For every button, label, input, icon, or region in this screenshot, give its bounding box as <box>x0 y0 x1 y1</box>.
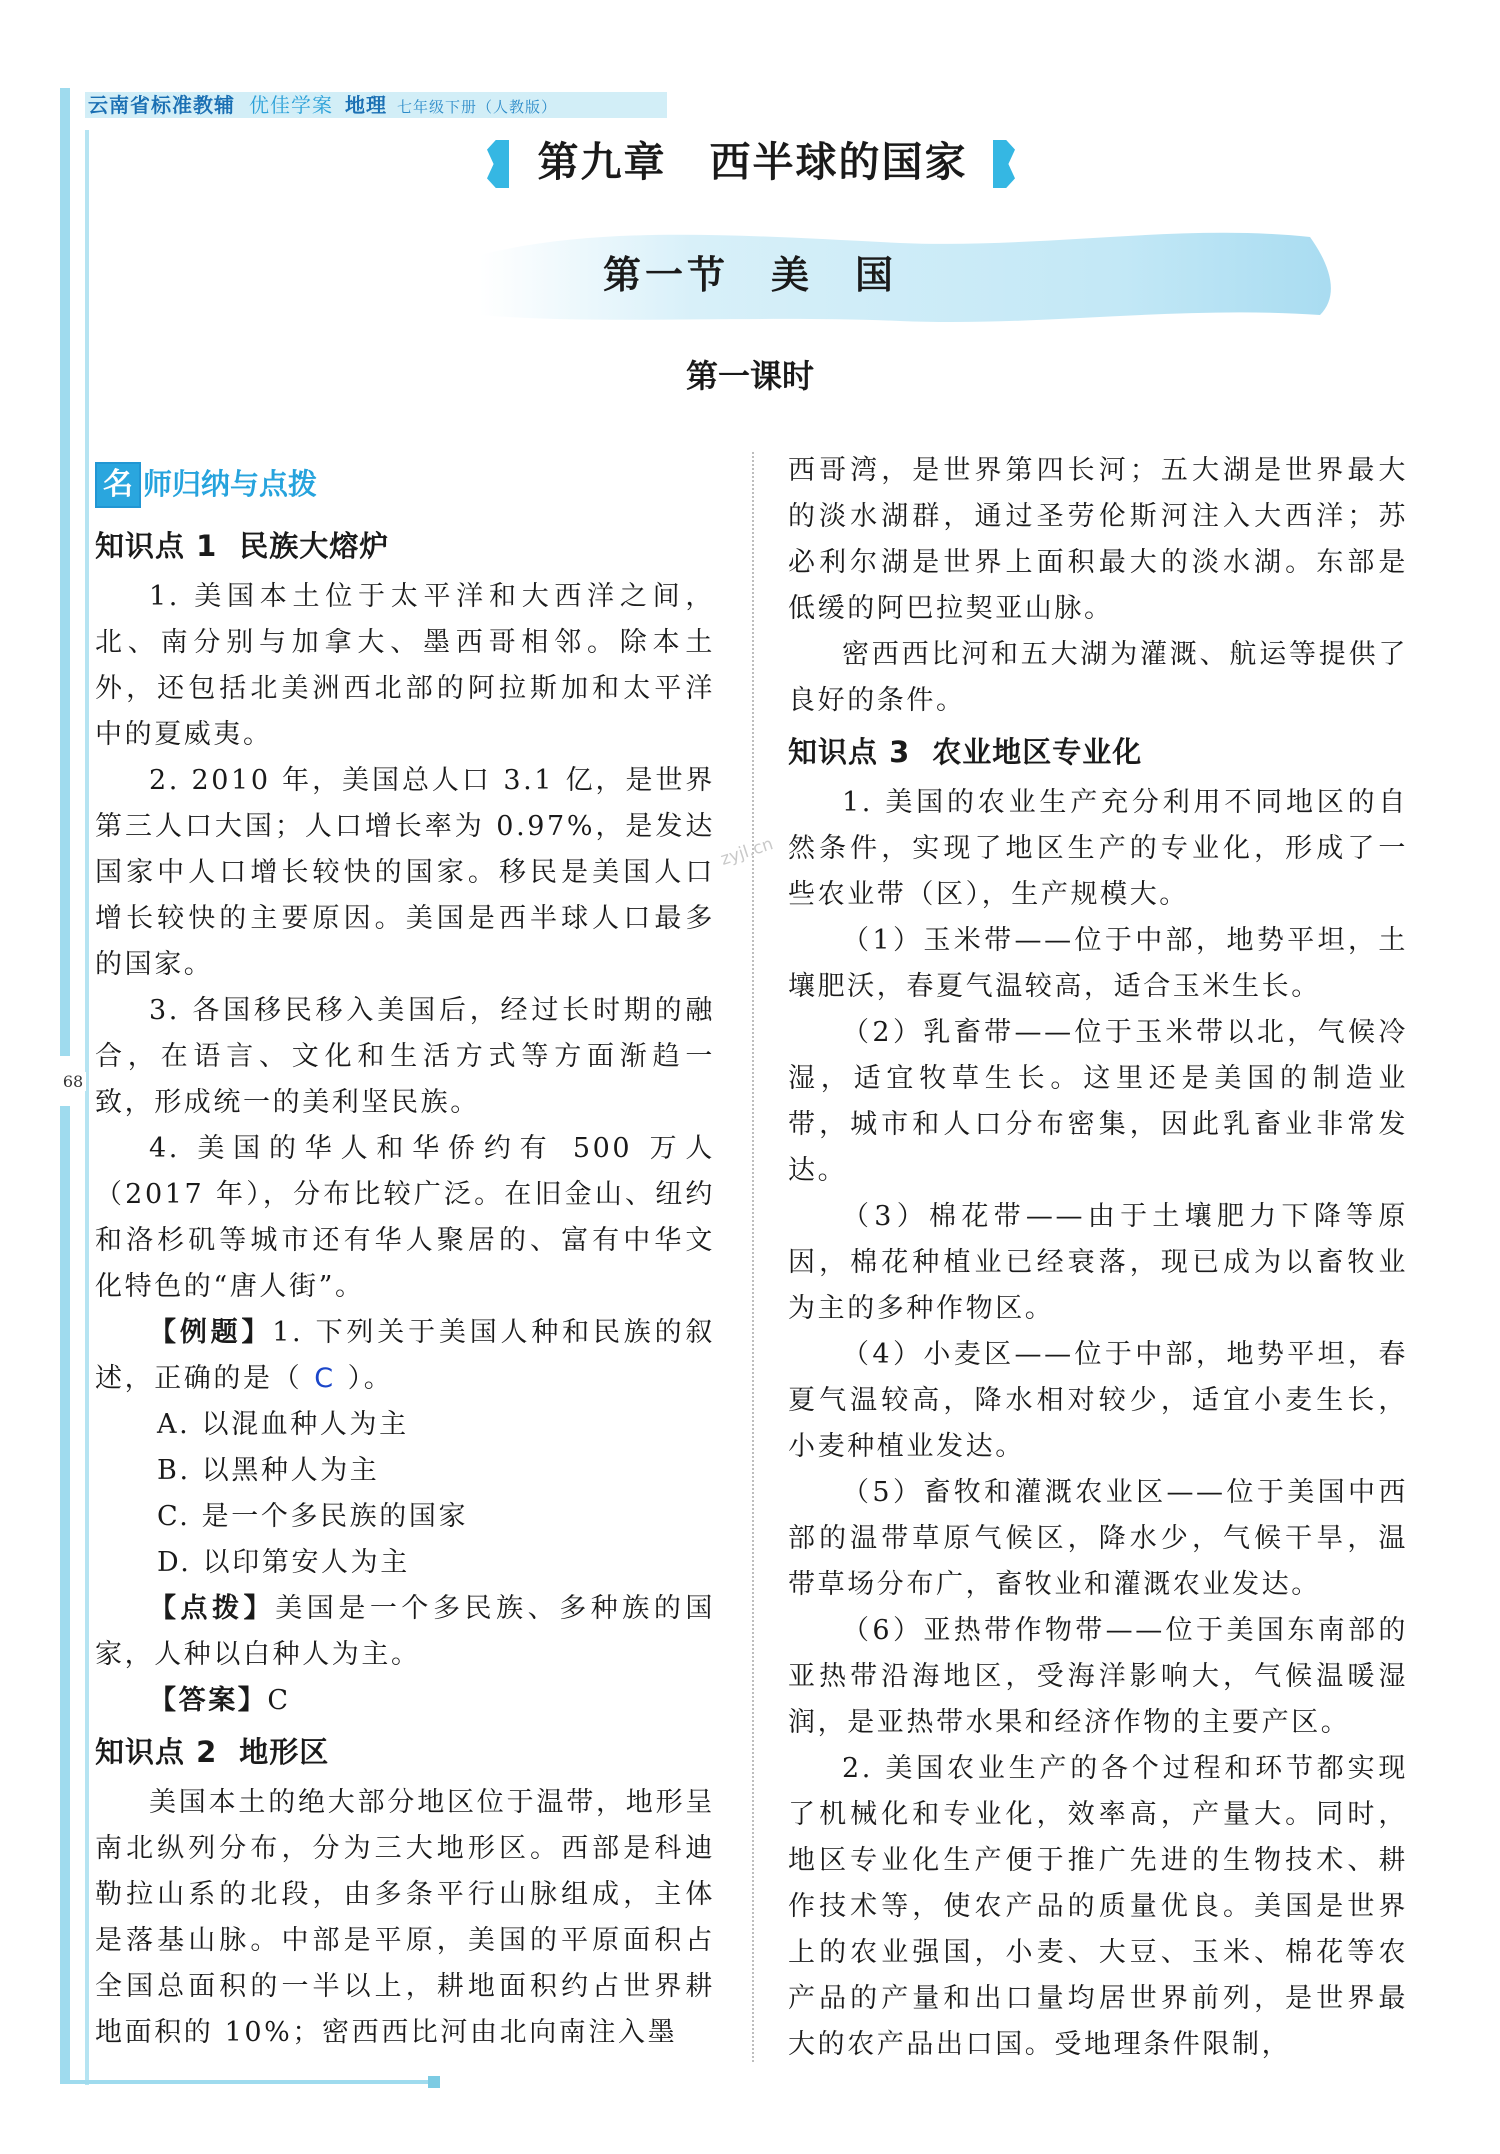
paragraph: 2. 美国农业生产的各个过程和环节都实现了机械化和专业化，效率高，产量大。同时，地区专业化生产便于推广先进的生物技术、耕作技术等，使农产品的质量优良。美国是世界上的农业强国，小麦、大豆、玉米、棉花等农产品的产量和出口量均居世界前列，是世界最大的农产品出口国。受地理条件限制， <box>788 1753 1408 2060</box>
paragraph: 美国本土的绝大部分地区位于温带，地形呈南北纵列分布，分为三大地形区。西部是科迪勒拉山系的北段，由多条平行山脉组成，主体是落基山脉。中部是平原，美国的平原面积占全国总面积的一半以上，耕地面积约占世界耕地面积的 10%；密西西比河由北向南注入墨 <box>95 1787 715 2048</box>
agri-belt-item: （6）亚热带作物带——位于美国东南部的亚热带沿海地区，受海洋影响大，气候温暖湿润，是亚热带水果和经济作物的主要产区。 <box>788 1615 1408 1738</box>
knowledge-point-heading <box>788 728 1408 776</box>
kp-title: 地形区 <box>239 1735 330 1769</box>
header-subject: 地理 <box>345 93 387 117</box>
paragraph: 密西西比河和五大湖为灌溉、航运等提供了良好的条件。 <box>788 639 1408 716</box>
option: D. 以印第安人为主 <box>157 1547 410 1578</box>
bottom-corner-square <box>428 2076 440 2088</box>
left-column <box>95 518 715 2056</box>
header-grade: 七年级下册（人教版） <box>397 98 558 116</box>
kp-title: 民族大熔炉 <box>239 529 390 563</box>
column-divider <box>752 452 754 2062</box>
paragraph: 3. 各国移民移入美国后，经过长时期的融合，在语言、文化和生活方式等方面渐趋一致，形成统一的美利坚民族。 <box>95 995 715 1118</box>
agri-belt-item: （5）畜牧和灌溉农业区——位于美国中西部的温带草原气候区，降水少，气候干旱，温带草场分布广，畜牧业和灌溉农业发达。 <box>788 1477 1408 1600</box>
option: C. 是一个多民族的国家 <box>157 1501 469 1532</box>
example-tag: 【例题】 <box>149 1317 273 1348</box>
teacher-summary-label: 师归纳与点拨 <box>143 467 318 501</box>
knowledge-point-heading <box>95 1728 715 1776</box>
agri-belt-item: （2）乳畜带——位于玉米带以北，气候冷湿，适宜牧草生长。这里还是美国的制造业带，城市和人口分布密集，因此乳畜业非常发达。 <box>788 1017 1408 1186</box>
kp-label: 知识点 2 <box>95 1735 218 1769</box>
answer-tag: 【答案】 <box>149 1685 268 1716</box>
agri-belt-item: （1）玉米带——位于中部，地势平坦，土壤肥沃，春夏气温较高，适合玉米生长。 <box>788 925 1408 1002</box>
kp-title: 农业地区专业化 <box>932 735 1143 769</box>
agri-belt-item: （3）棉花带——由于土壤肥力下降等原因，棉花种植业已经衰落，现已成为以畜牧业为主的多种作物区。 <box>788 1201 1408 1324</box>
paragraph: 4. 美国的华人和华侨约有 500 万人（2017 年），分布比较广泛。在旧金山、纽约和洛杉矶等城市还有华人聚居的、富有中华文化特色的“唐人街”。 <box>95 1133 715 1302</box>
example-question <box>95 1310 715 1402</box>
handwritten-answer: C <box>314 1363 336 1394</box>
answer-line <box>95 1678 715 1724</box>
kp-label: 知识点 3 <box>788 735 911 769</box>
agri-belt-item: （4）小麦区——位于中部，地势平坦，春夏气温较高，降水相对较少，适宜小麦生长，小麦种植业发达。 <box>788 1339 1408 1462</box>
option: B. 以黑种人为主 <box>157 1455 380 1486</box>
watermark: zyjl.cn <box>718 834 776 870</box>
option: A. 以混血种人为主 <box>157 1409 409 1440</box>
example-stem-end: ）。 <box>347 1363 394 1394</box>
page-number: 68 <box>60 1072 86 1091</box>
answer-value: C <box>267 1685 291 1716</box>
hint <box>95 1586 715 1678</box>
example-stem: 1. 下列关于美国人种和民族的叙述，正确的是（ <box>95 1317 715 1394</box>
header-series: 优佳学案 <box>249 93 333 117</box>
paragraph: 1. 美国的农业生产充分利用不同地区的自然条件，实现了地区生产的专业化，形成了一些农业带（区），生产规模大。 <box>788 787 1408 910</box>
teacher-summary-badge-icon: 名 <box>95 462 141 508</box>
chapter-bracket-left-icon <box>487 140 509 188</box>
running-header <box>88 90 557 120</box>
paragraph-continued: 西哥湾，是世界第四长河；五大湖是世界最大的淡水湖群，通过圣劳伦斯河注入大西洋；苏必利尔湖是世界上面积最大的淡水湖。东部是低缓的阿巴拉契亚山脉。 <box>788 455 1408 624</box>
kp-label: 知识点 1 <box>95 529 218 563</box>
knowledge-point-heading <box>95 522 715 570</box>
paragraph: 1. 美国本土位于太平洋和大西洋之间，北、南分别与加拿大、墨西哥相邻。除本土外，还包括北美洲西北部的阿拉斯加和太平洋中的夏威夷。 <box>95 581 715 750</box>
paragraph: 2. 2010 年，美国总人口 3.1 亿，是世界第三人口大国；人口增长率为 0.97%，是发达国家中人口增长较快的国家。移民是美国人口增长较快的主要原因。美国是西半球人口最多的国家。 <box>95 765 715 980</box>
lesson-title: 第一课时 <box>685 357 814 395</box>
section-title: 第一节 美 国 <box>602 253 897 297</box>
bottom-border-rail <box>60 2080 440 2084</box>
left-inner-rail <box>85 130 89 2085</box>
hint-text: 美国是一个多民族、多种族的国家，人种以白种人为主。 <box>95 1593 715 1670</box>
header-brand: 云南省标准教辅 <box>88 93 235 117</box>
chapter-bracket-right-icon <box>993 140 1015 188</box>
chapter-title: 第九章 西半球的国家 <box>537 138 968 186</box>
hint-tag: 【点拨】 <box>149 1593 276 1624</box>
right-column <box>788 448 1408 2068</box>
